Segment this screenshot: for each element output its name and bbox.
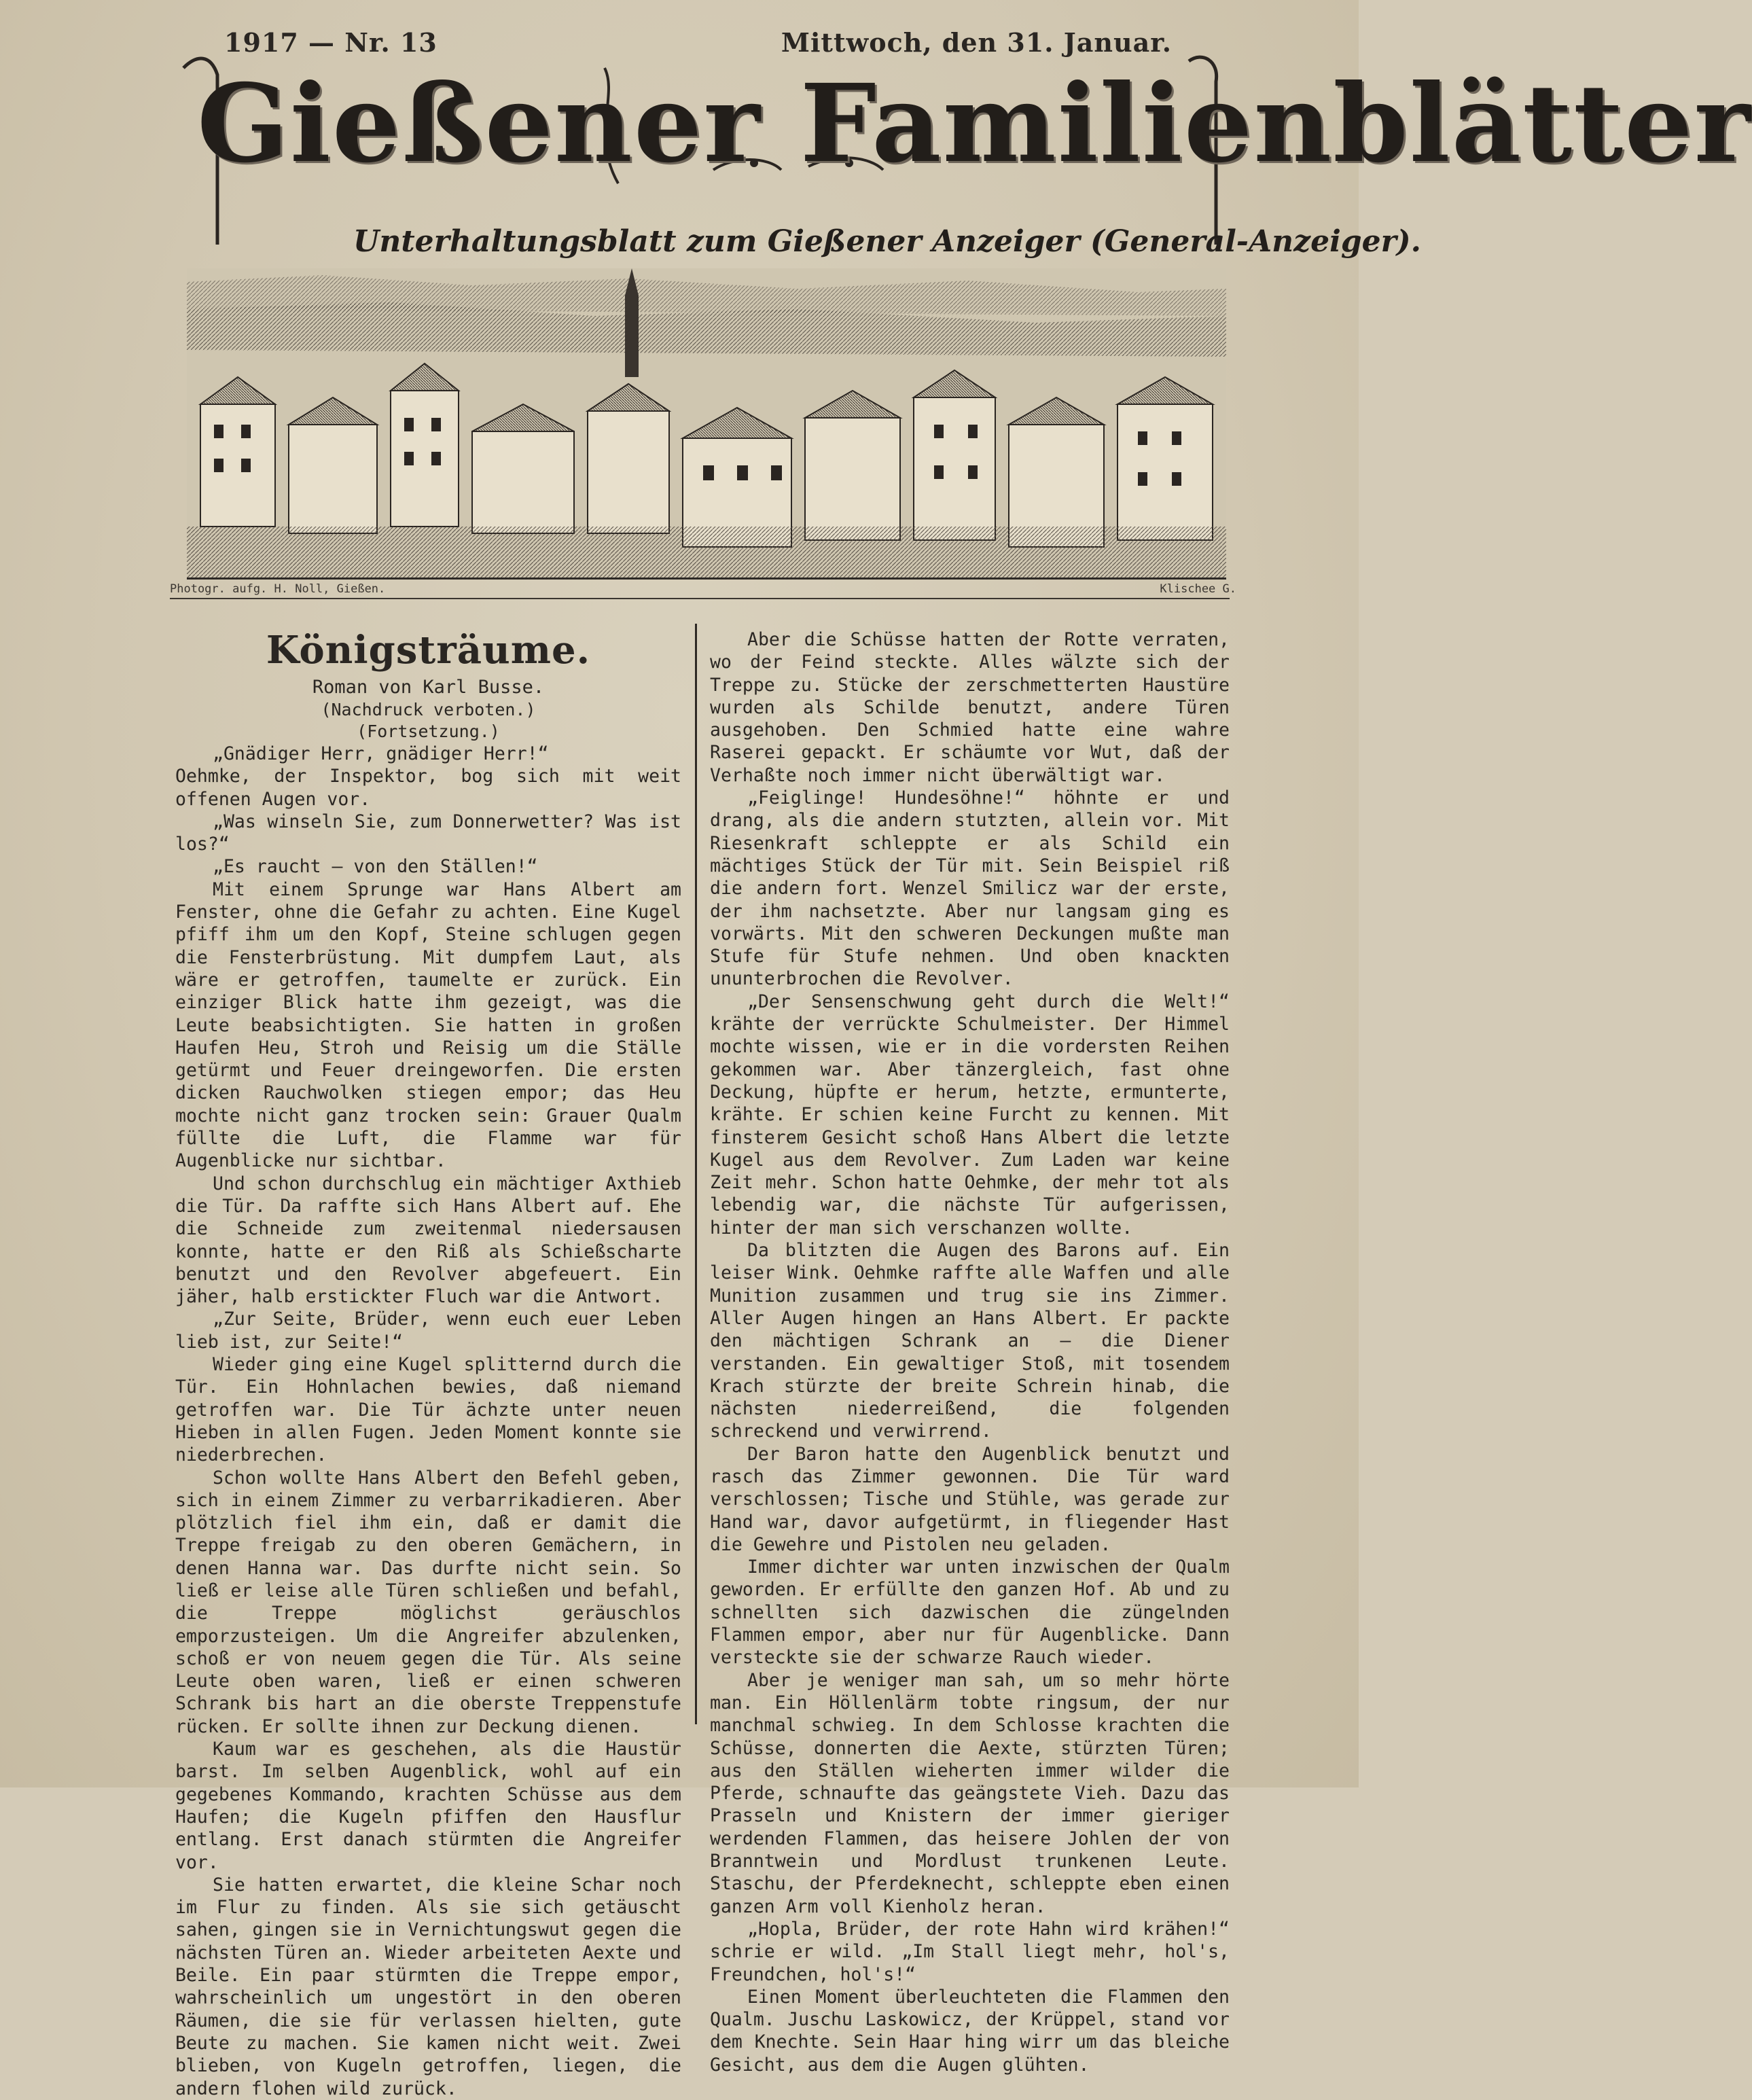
masthead-rule	[170, 598, 1230, 599]
story-byline: Roman von Karl Busse.	[312, 677, 545, 698]
paragraph: „Hopla, Brüder, der rote Hahn wird krähen!“ schrie er wild. „Im Stall liegt mehr, hol's, Freundchen, hol's!“	[710, 1918, 1230, 1985]
paragraph: „Gnädiger Herr, gnädiger Herr!“	[213, 743, 549, 764]
reprint-note: (Nachdruck verboten.)	[321, 700, 536, 719]
issue-number: 1917 — Nr. 13	[224, 27, 437, 58]
paragraph: Der Baron hatte den Augenblick benutzt und rasch das Zimmer gewonnen. Die Tür ward verschlossen; Tische und Stühle, was gerade zur Hand war, davor aufgetürmt, in fliegender Hast die Gewehre und Pistolen neu geladen.	[710, 1443, 1230, 1555]
paragraph: Kaum war es geschehen, als die Haustür barst. Im selben Augenblick, wohl auf ein gegebenes Kommando, krachten Schüsse aus dem Haufen; die Kugeln pfiffen den Hausflur entlang. Erst danach stürmten die Angreifer vor.	[175, 1739, 681, 1873]
paragraph: „Was winseln Sie, zum Donnerwetter? Was ist los?“	[175, 811, 681, 855]
paragraph: Immer dichter war unten inzwischen der Qualm geworden. Er erfüllte den ganzen Hof. Ab und zu schnellten sich dazwischen die züngelnden Flammen empor, aber nur für Augenblicke. Dann versteckte sie der schwarze Rauch wieder.	[710, 1556, 1230, 1669]
engraver-mark: Klischee G.	[1160, 582, 1236, 596]
masthead-title-block	[170, 54, 1752, 251]
paragraph: Da blitzten die Augen des Barons auf. Ein leiser Wink. Oehmke raffte alle Waffen und alle Munition zusammen und trug sie ins Zimmer. Aller Augen hingen an Hans Albert. Er packte den mächtigen Schrank an — die Diener verstanden. Ein gewaltiger Stoß, mit tosendem Krach stürzte der breite Schrein hinab, die nächsten niederreißend, die folgenden schreckend und verwirrend.	[710, 1240, 1230, 1442]
paragraph: Sie hatten erwartet, die kleine Schar noch im Flur zu finden. Als sie sich getäuscht sahen, gingen sie in Vernichtungswut gegen die nächsten Türen an. Wieder arbeiteten Aexte und Beile. Ein paar stürmten die Treppe empor, wahrscheinlich um ungestört in den oberen Räumen, die sie für verlassen hielten, gute Beute zu machen. Sie kamen nicht weit. Zwei blieben, von Kugeln getroffen, liegen, die andern flohen wild zurück.	[175, 1874, 681, 2099]
newspaper-title: Gießener Familienblätter	[197, 61, 1752, 187]
story-title: Königsträume.	[266, 628, 591, 673]
paragraph: „Zur Seite, Brüder, wenn euch euer Leben lieb ist, zur Seite!“	[175, 1309, 681, 1353]
paragraph: Und schon durchschlug ein mächtiger Axthieb die Tür. Da raffte sich Hans Albert auf. Ehe die Schneide zum zweitenmal niedersausen konnte, hatte er den Riß als Schießscharte benutzt und den Revolver abgefeuert. Ein jäher, halb erstickter Fluch war die Antwort.	[175, 1173, 681, 1308]
issue-date: Mittwoch, den 31. Januar.	[781, 27, 1172, 58]
newspaper-subtitle: Unterhaltungsblatt zum Gießener Anzeiger (General-Anzeiger).	[353, 224, 1421, 259]
paragraph: Mit einem Sprunge war Hans Albert am Fenster, ohne die Gefahr zu achten. Eine Kugel pfiff ihm um den Kopf, Steine schlugen gegen die Fensterbrüstung. Mit dumpfem Laut, als wäre er getroffen, taumelte er zurück. Ein einziger Blick hatte ihm gezeigt, was die Leute beabsichtigten. Sie hatten in großen Haufen Heu, Stroh und Reisig um die Ställe getürmt und Feuer dreingeworfen. Die ersten dicken Rauchwolken stiegen empor; das Heu mochte nicht ganz trocken sein: Grauer Qualm füllte die Luft, die Flamme war für Augenblicke nur sichtbar.	[175, 878, 681, 1172]
paragraph: Wieder ging eine Kugel splitternd durch die Tür. Ein Hohnlachen bewies, daß niemand getroffen war. Die Tür ächzte unter neuen Hieben in allen Fugen. Jeden Moment konnte sie niederbrechen.	[175, 1354, 681, 1466]
article-column-right	[710, 628, 1230, 2076]
paragraph: „Feiglinge! Hundesöhne!“ höhnte er und drang, als die andern stutzten, allein vor. Mit Riesenkraft schleppte er als Schild ein mächtiges Stück der Tür mit. Sein Beispiel riß die andern fort. Wenzel Smilicz war der erste, der ihm nachsetzte. Aber nur langsam ging es vorwärts. Mit den schweren Deckungen mußte man Stufe für Stufe nehmen. Und oben knackten ununterbrochen die Revolver.	[710, 787, 1230, 990]
paragraph: Oehmke, der Inspektor, bog sich mit weit offenen Augen vor.	[175, 766, 681, 810]
column-divider	[695, 624, 697, 1724]
paragraph: „Der Sensenschwung geht durch die Welt!“ krähte der verrückte Schulmeister. Der Himmel mochte wissen, wie er in die vordersten Reihen gekommen war. Aber tänzergleich, fast ohne Deckung, hüpfte er herum, hetzte, ermunterte, krähte. Er schien keine Furcht zu kennen. Mit finsterem Gesicht schoß Hans Albert die letzte Kugel aus dem Revolver. Zum Laden war keine Zeit mehr. Schon hatte Oehmke, der mehr tot als lebendig war, die nächste Tür aufgerissen, hinter der man sich verschanzen wollte.	[710, 991, 1230, 1239]
paragraph: Aber die Schüsse hatten der Rotte verraten, wo der Feind steckte. Alles wälzte sich der Treppe zu. Stücke der zerschmetterten Haustüre wurden als Schilde benutzt, andere Türen ausgehoben. Den Schmied hatte eine wahre Raserei gepackt. Er schäumte vor Wut, daß der Verhaßte noch immer nicht überwältigt war.	[710, 629, 1230, 786]
article-column-left	[175, 622, 681, 2100]
photo-credit: Photogr. aufg. H. Noll, Gießen.	[170, 582, 386, 596]
paragraph: Einen Moment überleuchteten die Flammen den Qualm. Juschu Laskowicz, der Krüppel, stand vor dem Knechte. Sein Haar hing wirr um das bleiche Gesicht, aus dem die Augen glühten.	[710, 1986, 1230, 2076]
continuation-note: (Fortsetzung.)	[357, 722, 500, 741]
paragraph: Schon wollte Hans Albert den Befehl geben, sich in einem Zimmer zu verbarrikadieren. Aber plötzlich fiel ihm ein, daß er damit die Treppe freigab zu den oberen Gemächern, in denen Hanna war. Das durfte nicht sein. So ließ er leise alle Türen schließen und befahl, die Treppe möglichst geräuschlos emporzusteigen. Um die Angreifer abzulenken, schoß er von neuem gegen die Tür. Als seine Leute oben waren, ließ er einen schweren Schrank bis hart an die oberste Treppenstufe rücken. Er sollte ihnen zur Deckung dienen.	[175, 1467, 681, 1737]
city-panorama-illustration	[187, 268, 1226, 580]
paragraph: „Es raucht — von den Ställen!“	[213, 856, 538, 878]
paragraph: Aber je weniger man sah, um so mehr hörte man. Ein Höllenlärm tobte ringsum, der nur manchmal schwieg. In dem Schlosse krachten die Schüsse, donnerten die Aexte, stürzten Türen; aus den Ställen wieherten immer wilder die Pferde, schnaufte das geängstete Vieh. Dazu das Prasseln und Knistern der immer gieriger werdenden Flammen, das heisere Johlen der von Branntwein und Mordlust trunkenen Leute. Staschu, der Pferdeknecht, schleppte eben einen ganzen Arm voll Kienholz heran.	[710, 1669, 1230, 1917]
